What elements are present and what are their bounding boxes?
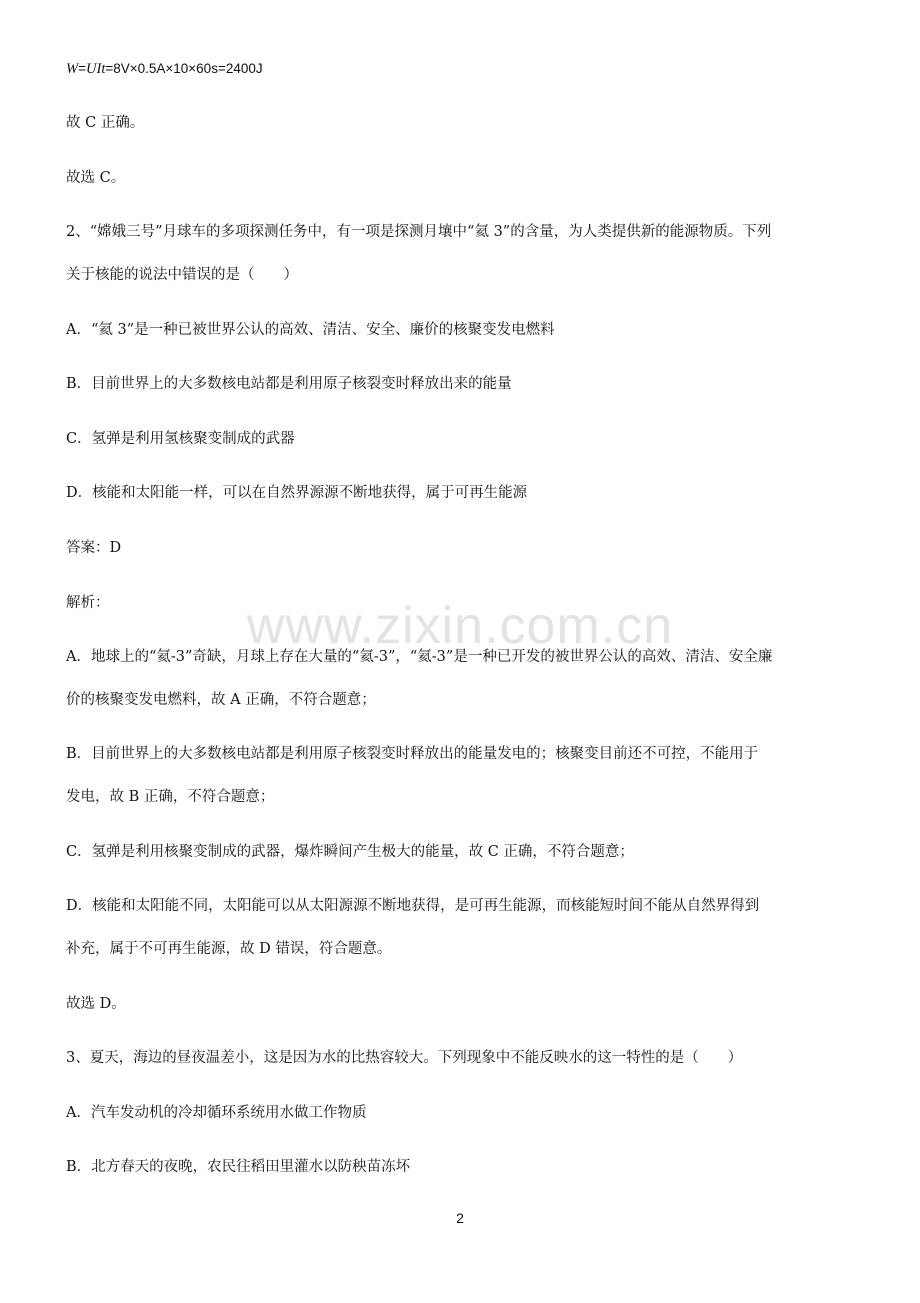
formula-rest: =8V×0.5A×10×60s=2400J <box>105 61 263 76</box>
var-t: t <box>101 61 106 77</box>
equals-sign: = <box>78 61 86 76</box>
text-line: 故 C 正确。 <box>66 115 145 131</box>
q3-option-a: A．汽车发动机的冷却循环系统用水做工作物质 <box>66 1105 367 1121</box>
conclusion-line: 故选 D。 <box>66 996 126 1012</box>
question-2-line-1: 2、“嫦娥三号”月球车的多项探测任务中，有一项是探测月壤中“氦 3”的含量，为人类提供新的能源物质。下列 <box>66 224 772 240</box>
analysis-d-line-2: 补充，属于不可再生能源，故 D 错误，符合题意。 <box>66 941 392 957</box>
analysis-b-line-1: B．目前世界上的大多数核电站都是利用原子核裂变时释放出的能量发电的；核聚变目前还不可控，不能用于 <box>66 746 759 762</box>
page-number: 2 <box>456 1210 464 1226</box>
analysis-a-line-1: A．地球上的“氦-3”奇缺，月球上存在大量的“氦-3”，“氦-3”是一种已开发的被世界公认的高效、清洁、安全廉 <box>66 649 773 665</box>
analysis-b-line-2: 发电，故 B 正确，不符合题意； <box>66 789 275 805</box>
var-u: U <box>85 61 97 77</box>
question-2-line-2: 关于核能的说法中错误的是（ ） <box>66 267 298 283</box>
analysis-heading: 解析： <box>66 595 110 611</box>
formula-line <box>66 59 263 79</box>
watermark-text: www.zixin.com.cn <box>246 597 674 655</box>
question-3-line: 3、夏天，海边的昼夜温差小，这是因为水的比热容较大。下列现象中不能反映水的这一特性的是（ ） <box>66 1050 743 1066</box>
option-c: C．氢弹是利用氢核聚变制成的武器 <box>66 431 295 447</box>
analysis-c-line: C．氢弹是利用核聚变制成的武器，爆炸瞬间产生极大的能量，故 C 正确，不符合题意； <box>66 844 634 860</box>
q3-option-b: B．北方春天的夜晚，农民往稻田里灌水以防秧苗冻坏 <box>66 1159 411 1175</box>
answer-line: 答案：D <box>66 540 122 556</box>
option-a: A．“氦 3”是一种已被世界公认的高效、清洁、安全、廉价的核聚变发电燃料 <box>66 322 555 338</box>
var-w: W <box>66 61 79 77</box>
analysis-a-line-2: 价的核聚变发电燃料，故 A 正确，不符合题意； <box>66 692 376 708</box>
text-line: 故选 C。 <box>66 170 126 186</box>
option-b: B．目前世界上的大多数核电站都是利用原子核裂变时释放出来的能量 <box>66 376 512 392</box>
analysis-d-line-1: D．核能和太阳能不同，太阳能可以从太阳源源不断地获得，是可再生能源，而核能短时间不能从自然界得到 <box>66 898 760 914</box>
option-d: D．核能和太阳能一样，可以在自然界源源不断地获得，属于可再生能源 <box>66 485 528 501</box>
var-i: I <box>96 61 102 77</box>
